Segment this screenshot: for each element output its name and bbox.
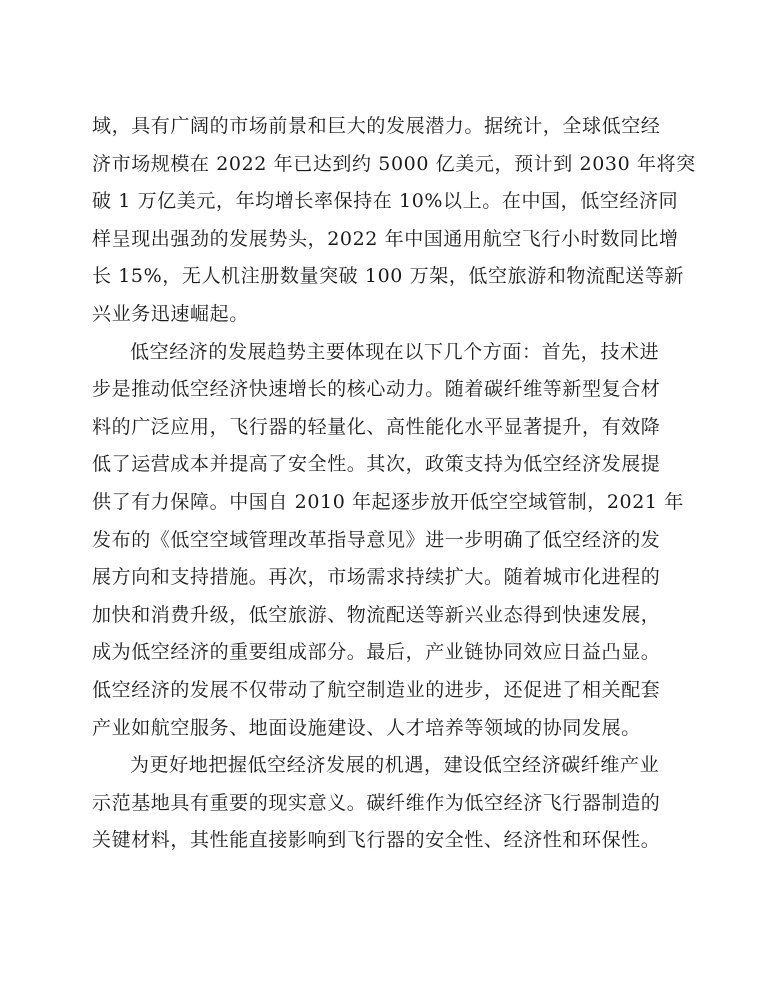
text-line: 为更好地把握低空经济发展的机遇，建设低空经济碳纤维产业 (130, 754, 660, 777)
text-line: 示范基地具有重要的现实意义。碳纤维作为低空经济飞行器制造的 (92, 791, 661, 814)
text-line: 长 15%，无人机注册数量突破 100 万架，低空旅游和物流配送等新 (92, 265, 685, 288)
text-line: 加快和消费升级，低空旅游、物流配送等新兴业态得到快速发展， (92, 603, 661, 626)
text-line: 展方向和支持措施。再次，市场需求持续扩大。随着城市化进程的 (92, 566, 661, 589)
text-line: 低空经济的发展趋势主要体现在以下几个方面：首先，技术进 (130, 340, 660, 363)
text-line: 产业如航空服务、地面设施建设、人才培养等领域的协同发展。 (92, 716, 641, 739)
body-text (92, 108, 696, 860)
text-line: 步是推动低空经济快速增长的核心动力。随着碳纤维等新型复合材 (92, 378, 661, 401)
text-line: 兴业务迅速崛起。 (92, 302, 249, 325)
text-line: 低了运营成本并提高了安全性。其次，政策支持为低空经济发展提 (92, 453, 661, 476)
text-line: 样呈现出强劲的发展势头，2022 年中国通用航空飞行小时数同比增 (92, 227, 679, 250)
text-line: 关键材料，其性能直接影响到飞行器的安全性、经济性和环保性。 (92, 829, 661, 852)
paragraph-1 (92, 108, 696, 334)
text-line: 供了有力保障。中国自 2010 年起逐步放开低空空域管制，2021 年 (92, 490, 684, 513)
text-line: 发布的《低空空域管理改革指导意见》进一步明确了低空经济的发 (92, 528, 661, 551)
text-line: 济市场规模在 2022 年已达到约 5000 亿美元，预计到 2030 年将突 (92, 152, 696, 175)
text-line: 域，具有广阔的市场前景和巨大的发展潜力。据统计，全球低空经 (92, 115, 661, 137)
text-line: 低空经济的发展不仅带动了航空制造业的进步，还促进了相关配套 (92, 678, 661, 701)
text-line: 料的广泛应用，飞行器的轻量化、高性能化水平显著提升，有效降 (92, 415, 661, 438)
paragraph-3 (92, 747, 677, 860)
text-line: 成为低空经济的重要组成部分。最后，产业链协同效应日益凸显。 (92, 641, 661, 664)
paragraph-2 (92, 334, 684, 748)
text-line: 破 1 万亿美元，年均增长率保持在 10%以上。在中国，低空经济同 (92, 190, 679, 213)
